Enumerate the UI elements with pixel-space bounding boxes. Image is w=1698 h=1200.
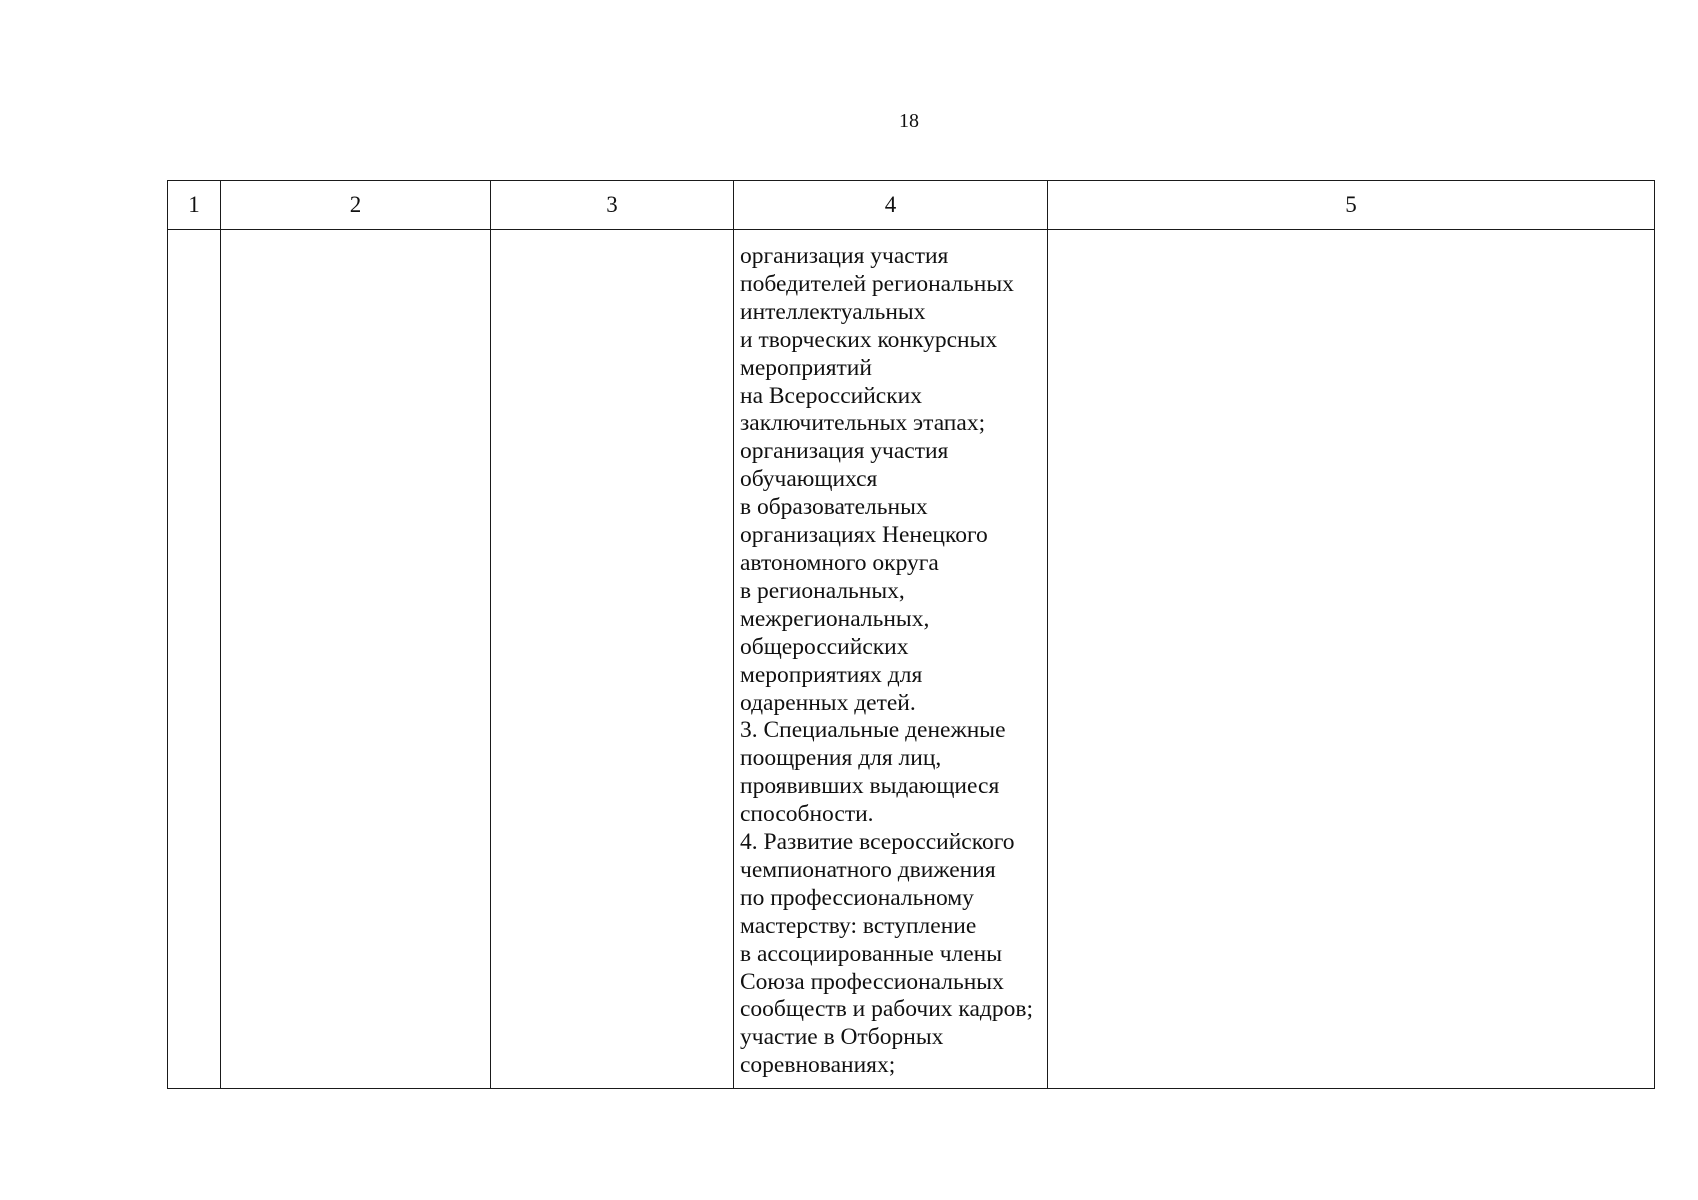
table-row — [168, 230, 1655, 1089]
cell-col-3-text — [491, 230, 733, 243]
cell-col-5-text — [1048, 230, 1654, 243]
cell-col-2-text — [221, 230, 490, 243]
page-number: 18 — [899, 110, 919, 132]
column-header-2: 2 — [221, 181, 491, 230]
cell-col-3 — [491, 230, 734, 1089]
table-header-row — [168, 181, 1655, 230]
cell-col-1-text — [168, 230, 220, 243]
column-header-3: 3 — [491, 181, 734, 230]
column-header-5: 5 — [1048, 181, 1655, 230]
document-table — [167, 180, 1655, 1089]
column-header-4: 4 — [734, 181, 1048, 230]
column-header-1: 1 — [168, 181, 221, 230]
cell-col-1 — [168, 230, 221, 1089]
cell-col-4-text: организация участия победителей региональных интеллектуальных и творческих конкурсных мероприятий на Всероссийских заключительных этапах; организация участия обучающихся в образовательных организациях Ненецкого автономного округа в региональных, межрегиональных, общероссийских мероприятиях для одаренных детей. 3. Специальные денежные поощрения для лиц, проявивших выдающиеся способности. 4. Развитие всероссийского чемпионатного движения по профессиональному мастерству: вступление в ассоциированные члены Союза профессиональных сообществ и рабочих кадров; участие в Отборных соревнованиях; — [740, 243, 1033, 1079]
cell-col-2 — [221, 230, 491, 1089]
cell-col-4 — [734, 230, 1048, 1089]
cell-col-5 — [1048, 230, 1655, 1089]
